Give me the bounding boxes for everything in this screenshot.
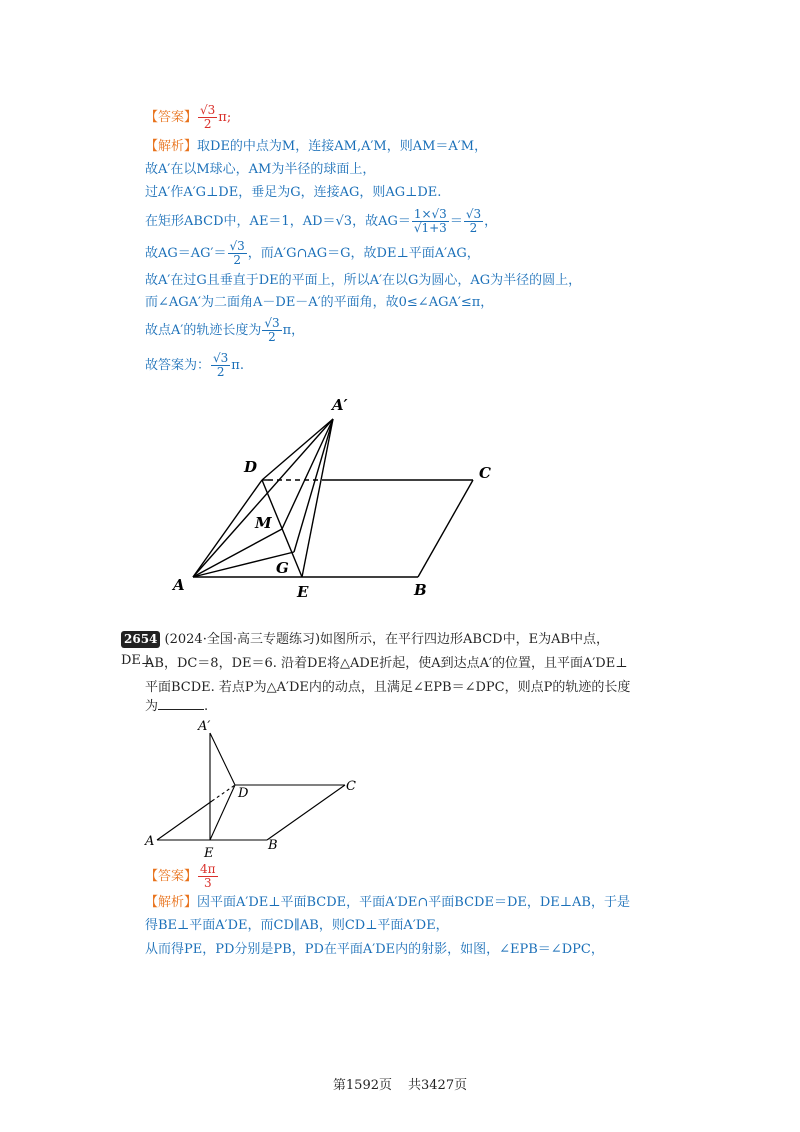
solution-1-line-1: 【解析】取DE的中点为M，连接AM,A′M，则AM＝A′M， [145, 139, 488, 154]
fraction: $\frac{√3}{2}$ [229, 239, 245, 267]
solution-tag: 【解析】 [145, 139, 198, 154]
solution-2-line-1: 【解析】因平面A′DE⊥平面BCDE，平面A′DE∩平面BCDE＝DE，DE⊥AB，于是 [145, 895, 630, 910]
label-B: B [268, 838, 278, 853]
solution-1-line-9: 故答案为： $\frac{√3}{2}$ π. [145, 351, 244, 379]
answer-1: 【答案】 $\frac{√3}{2}$ π; [145, 103, 232, 131]
problem-2654-line-1: 2654 (2024·全国·高三专题练习)如图所示，在平行四边形ABCD中，E为AB中点，DE⊥ [121, 632, 610, 668]
fraction: $\frac{√3}{2}$ [465, 207, 482, 235]
problem-2654-line-2: AB，DC＝8，DE＝6. 沿着DE将△ADE折起，使A到达点A′的位置，且平面A′DE⊥ [145, 656, 628, 671]
answer-fraction: $\frac{√3}{2}$ [200, 103, 216, 131]
fraction: $\frac{√3}{2}$ [213, 351, 229, 379]
solution-2-line-2: 得BE⊥平面A′DE，而CD∥AB，则CD⊥平面A′DE， [145, 918, 449, 933]
edge-BC [267, 785, 345, 840]
label-C: C [346, 779, 356, 794]
label-E: E [204, 846, 214, 861]
page-total: 共3427页 [408, 1078, 468, 1093]
problem-2654-line-4: 为 . [145, 699, 209, 714]
solution-1-line-8: 故点A′的轨迹长度为 $\frac{√3}{2}$ π， [145, 316, 305, 344]
solution-1-line-4: 在矩形ABCD中，AE＝1，AD＝√3，故AG＝ $\frac{1\times√3}{√1+3}$ ＝ $\frac{√3}{2}$ ， [145, 207, 498, 235]
answer-tag: 【答案】 [145, 110, 198, 125]
answer-fraction: $\frac{4\pi}{3}$ [200, 862, 216, 890]
edge-A-to-D [157, 801, 212, 840]
solution-1-line-3: 过A′作A′G⊥DE，垂足为G，连接AG，则AG⊥DE. [145, 185, 442, 200]
label-M: M [255, 514, 272, 532]
page-footer [0, 1074, 800, 1093]
problem-number-badge: 2654 [121, 631, 160, 648]
label-C: C [479, 464, 491, 482]
solution-1-line-2: 故A′在以M球心，AM为半径的球面上， [145, 162, 376, 177]
solution-1-line-6: 故A′在过G且垂直于DE的平面上，所以A′在以G为圆心，AG为半径的圆上， [145, 273, 582, 288]
fraction: $\frac{√3}{2}$ [264, 316, 280, 344]
fraction: $\frac{1\times√3}{√1+3}$ [413, 207, 447, 235]
label-D: D [244, 458, 258, 476]
solution-1-line-7: 而∠AGA′为二面角A－DE－A′的平面角，故0≤∠AGA′≤π， [145, 295, 494, 310]
page-number: 第1592页 [332, 1078, 392, 1093]
label-A: A [173, 576, 185, 594]
problem-2654-line-3: 平面BCDE. 若点P为△A′DE内的动点，且满足∠EPB＝∠DPC，则点P的轨迹的长度 [145, 680, 631, 695]
answer-tag: 【答案】 [145, 869, 198, 884]
label-D: D [238, 786, 249, 801]
answer-2 [145, 863, 219, 890]
solution-1-line-5: 故AG＝AG′＝ $\frac{√3}{2}$ ，而A′G∩AG＝G，故DE⊥平面A′AG， [145, 239, 480, 267]
label-G: G [276, 559, 289, 577]
solution-2-line-3: 从而得PE，PD分别是PB，PD在平面A′DE内的射影，如图，∠EPB＝∠DPC， [145, 942, 604, 957]
edge-A-prime-D [210, 733, 235, 785]
label-A-prime: A′ [198, 719, 211, 734]
label-B: B [414, 581, 427, 599]
label-E: E [297, 583, 309, 601]
label-A: A [145, 834, 155, 849]
label-A-prime: A′ [332, 396, 348, 414]
solution-tag: 【解析】 [145, 895, 198, 910]
